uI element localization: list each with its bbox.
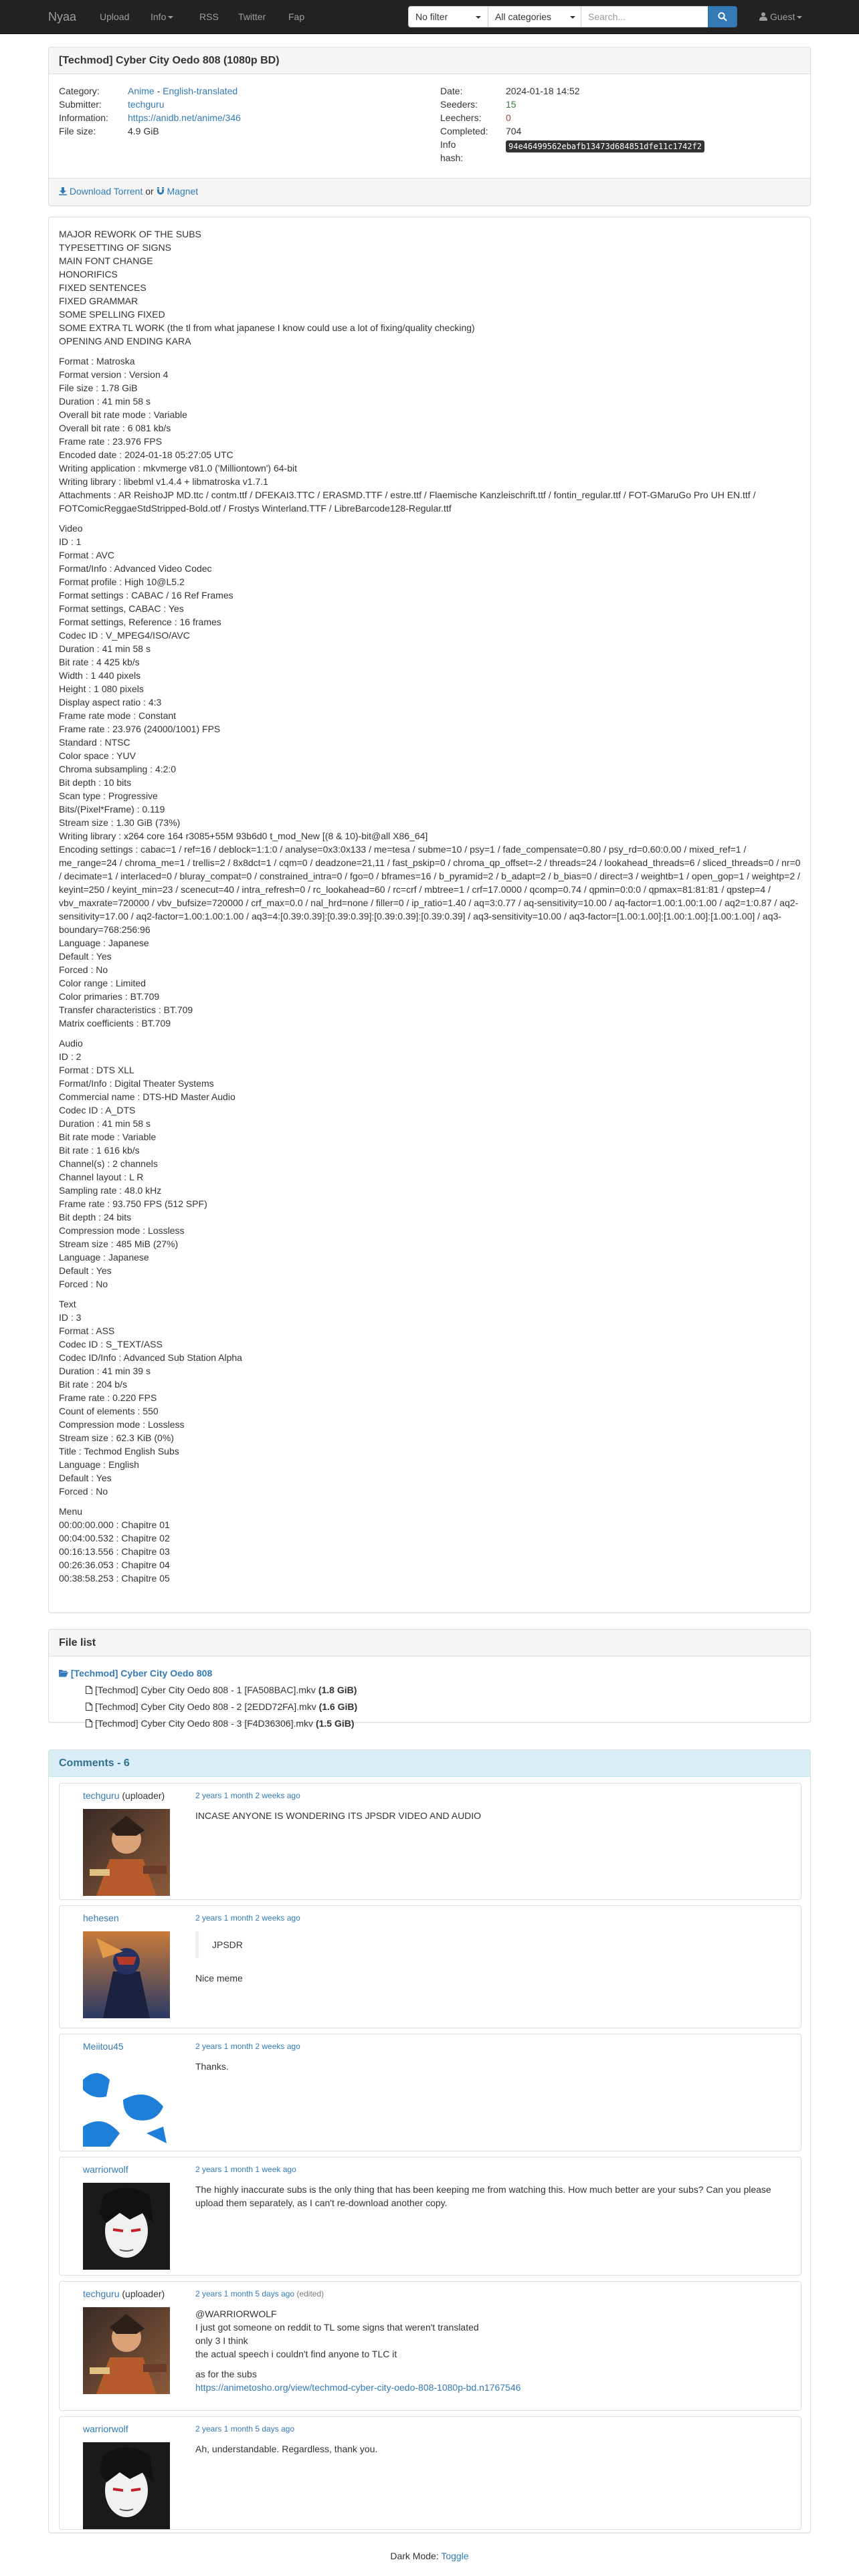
magnet-icon [157, 187, 165, 195]
submitter-label: Submitter: [59, 99, 102, 110]
seeders-value: 15 [506, 99, 516, 110]
information-label: Information: [59, 112, 108, 123]
comment-text: Nice meme [195, 1973, 243, 1983]
folder-name: [Techmod] Cyber City Oedo 808 [70, 1668, 213, 1679]
blue-shapes-avatar [83, 2060, 170, 2147]
guest-menu[interactable] [759, 0, 802, 34]
submitter-link[interactable]: techguru [128, 99, 165, 110]
torrent-panel-heading [49, 47, 810, 74]
comment-date [195, 2422, 294, 2436]
file-item [59, 1683, 801, 1700]
infohash-label-2: hash: [440, 152, 464, 163]
edited-marker: (edited) [296, 2289, 324, 2298]
comment-text: Thanks. [195, 2061, 229, 2072]
comment-paragraph [195, 1971, 791, 1985]
chevron-down-icon [570, 16, 575, 19]
completed-value: 704 [506, 126, 522, 136]
description-paragraph [59, 1297, 801, 1498]
or-text: or [142, 186, 157, 197]
description-line: Language : Japanese [59, 938, 149, 948]
description-line: Bit depth : 10 bits [59, 777, 132, 788]
filelist-title: File list [59, 1637, 96, 1648]
category-label: Category: [59, 86, 100, 96]
description-line: Chroma subsampling : 4:2:0 [59, 764, 177, 774]
comment-body [195, 2442, 791, 2462]
description-line: Format : DTS XLL [59, 1065, 134, 1075]
nav-twitter[interactable]: Twitter [238, 11, 266, 22]
torrent-title: [Techmod] Cyber City Oedo 808 (1080p BD) [59, 55, 280, 66]
description-line: Duration : 41 min 58 s [59, 396, 151, 407]
description-line: Codec ID : A_DTS [59, 1105, 136, 1115]
folder-open-icon [59, 1669, 68, 1677]
file-name: [Techmod] Cyber City Oedo 808 - 1 [FA508BAC].mkv [95, 1685, 316, 1695]
description-line: Default : Yes [59, 951, 112, 962]
description-line: Sampling rate : 48.0 kHz [59, 1185, 162, 1196]
file-size: (1.6 GiB) [318, 1701, 358, 1712]
description-line: Bit rate : 1 616 kb/s [59, 1145, 140, 1156]
description-panel [48, 217, 811, 1613]
description-line: Format/Info : Advanced Video Codec [59, 563, 212, 574]
dark-mode-label: Dark Mode: [390, 2551, 439, 2561]
date-value: 2024-01-18 14:52 [506, 86, 580, 96]
category-select-value: All categories [495, 11, 552, 22]
comment-permalink[interactable]: 2 years 1 month 5 days ago [195, 2289, 295, 2298]
folder-item[interactable] [59, 1667, 801, 1680]
magnet-label: Magnet [167, 186, 199, 197]
comment-date [195, 2287, 324, 2300]
description-line: Video [59, 523, 83, 534]
date-label: Date: [440, 86, 463, 96]
description-line: Frame rate : 0.220 FPS [59, 1392, 157, 1403]
description-line: Default : Yes [59, 1265, 112, 1276]
comment-text: the actual speech i couldn't find anyone to TLC it [195, 2349, 397, 2359]
description-line: MAIN FONT CHANGE [59, 255, 153, 266]
description-line: ID : 3 [59, 1312, 82, 1323]
comment-body [195, 2060, 791, 2080]
download-torrent-link[interactable] [59, 186, 142, 197]
description-line: File size : 1.78 GiB [59, 383, 138, 393]
description-line: FIXED SENTENCES [59, 282, 147, 293]
search-form [408, 6, 736, 27]
description-line: Language : Japanese [59, 1252, 149, 1263]
magnet-link[interactable] [157, 186, 199, 197]
description-line: Bit rate mode : Variable [59, 1132, 157, 1142]
description-line: Compression mode : Lossless [59, 1419, 185, 1430]
category-link-main[interactable]: Anime [128, 86, 155, 96]
description-line: Format profile : High 10@L5.2 [59, 576, 185, 587]
comment-username[interactable]: techguru [83, 1790, 120, 1801]
nav-rss[interactable]: RSS [199, 11, 219, 22]
description-line: Frame rate mode : Constant [59, 710, 177, 721]
download-torrent-label: Download Torrent [69, 186, 143, 197]
anime-avatar [83, 1809, 170, 1896]
description-line: Color range : Limited [59, 978, 146, 988]
description-paragraph [59, 522, 801, 1030]
guest-label: Guest [770, 11, 795, 22]
download-icon [59, 187, 67, 195]
comment-text: Ah, understandable. Regardless, thank you. [195, 2444, 378, 2454]
comment [59, 1905, 801, 2028]
description-line: Codec ID/Info : Advanced Sub Station Alpha [59, 1352, 242, 1363]
comment-paragraph [195, 2442, 791, 2456]
comment-permalink[interactable]: 2 years 1 month 5 days ago [195, 2424, 295, 2434]
description-line: Stream size : 1.30 GiB (73%) [59, 817, 181, 828]
description-line: Compression mode : Lossless [59, 1225, 185, 1236]
description-line: Format : AVC [59, 550, 114, 560]
comment-text: as for the subs [195, 2369, 257, 2379]
description-line: Frame rate : 23.976 FPS [59, 436, 163, 447]
comment-link[interactable]: https://animetosho.org/view/techmod-cyber-city-oedo-808-1080p-bd.n1767546 [195, 2382, 521, 2393]
comment-text: only 3 I think [195, 2335, 248, 2346]
user-icon [759, 12, 767, 21]
masked-avatar [83, 2183, 170, 2270]
description-paragraph [59, 354, 801, 515]
description-line: Matrix coefficients : BT.709 [59, 1018, 171, 1029]
description-line: Channel layout : L R [59, 1172, 144, 1182]
description-line: Bit rate : 4 425 kb/s [59, 657, 140, 667]
comment-user [83, 2422, 128, 2436]
comment [59, 2157, 801, 2276]
chevron-down-icon [797, 16, 802, 19]
comment [59, 2034, 801, 2151]
nav-info-label: Info [151, 11, 167, 22]
comment-permalink[interactable]: 2 years 1 month 2 weeks ago [195, 1791, 300, 1800]
description-line: Overall bit rate mode : Variable [59, 409, 187, 420]
footer [0, 2549, 859, 2563]
comments-panel [48, 1749, 811, 2533]
description-line: Menu [59, 1506, 83, 1517]
description-line: Format : Matroska [59, 356, 135, 366]
comment-body [195, 2183, 791, 2216]
armored-avatar [83, 1931, 170, 2018]
nav-fap[interactable]: Fap [288, 11, 305, 22]
nav-info[interactable] [151, 0, 173, 34]
comment-body [195, 1931, 791, 1992]
filter-select[interactable] [408, 6, 488, 27]
file-tree [59, 1667, 801, 1733]
filelist-heading [49, 1630, 810, 1656]
description-line: Duration : 41 min 58 s [59, 1118, 151, 1129]
comment-text: INCASE ANYONE IS WONDERING ITS JPSDR VIDEO AND AUDIO [195, 1810, 482, 1821]
nav-upload[interactable]: Upload [100, 11, 130, 22]
leechers-value: 0 [506, 112, 511, 123]
category-select[interactable] [488, 6, 581, 27]
description-line: Forced : No [59, 1279, 108, 1289]
description-line: Attachments : AR ReishoJP MD.ttc / contm.ttf / DFEKAI3.TTC / ERASMD.TTF / estre.ttf / Flaemische Kanzleischrift.ttf / fontin_regular.ttf / FOT-GMaruGo Pro UH EN.ttf / FOTComicReggaeStdStripped-Bold.otf / Frostys Winterland.TTF / LibreBarcode128-Regular.ttf [59, 490, 756, 514]
description-line: Codec ID : S_TEXT/ASS [59, 1339, 163, 1350]
description-line: Default : Yes [59, 1473, 112, 1483]
description-line: Codec ID : V_MPEG4/ISO/AVC [59, 630, 190, 641]
comment-user [83, 2287, 165, 2300]
description-line: Overall bit rate : 6 081 kb/s [59, 423, 171, 433]
uploader-badge: (uploader) [122, 1790, 165, 1801]
description-line: ID : 2 [59, 1051, 82, 1062]
description-line: Format version : Version 4 [59, 369, 169, 380]
comment-paragraph [195, 2060, 791, 2073]
description-line: OPENING AND ENDING KARA [59, 336, 191, 346]
comment-text: @WARRIORWOLF [195, 2309, 277, 2319]
comment-username[interactable]: Meiitou45 [83, 2041, 124, 2052]
description-line: TYPESETTING OF SIGNS [59, 242, 172, 253]
description-paragraph [59, 227, 801, 348]
description-line: 00:26:36.053 : Chapitre 04 [59, 1560, 170, 1570]
file-icon [86, 1719, 92, 1727]
comment-quote [195, 1931, 791, 1958]
description-line: Bit rate : 204 b/s [59, 1379, 127, 1390]
file-name: [Techmod] Cyber City Oedo 808 - 3 [F4D36306].mkv [95, 1718, 314, 1729]
description-paragraph [59, 1037, 801, 1291]
comment-date [195, 2040, 300, 2053]
comment [59, 1783, 801, 1900]
description-line: 00:04:00.532 : Chapitre 02 [59, 1533, 170, 1543]
file-size: (1.5 GiB) [315, 1718, 355, 1729]
comment-username[interactable]: hehesen [83, 1913, 119, 1923]
description-line: Stream size : 485 MiB (27%) [59, 1239, 179, 1249]
comment-paragraph [195, 2367, 791, 2394]
file-icon [86, 1686, 92, 1694]
description-line: ID : 1 [59, 536, 82, 547]
leechers-label: Leechers: [440, 112, 482, 123]
comments-heading[interactable] [49, 1750, 810, 1777]
description-line: Color primaries : BT.709 [59, 991, 160, 1002]
file-item [59, 1700, 801, 1717]
anime-avatar [83, 2307, 170, 2394]
description-line: Encoding settings : cabac=1 / ref=16 / deblock=1:1:0 / analyse=0x3:0x133 / me=tesa / subme=10 / psy=1 / fade_compensate=0.80 / psy_rd=0.60:0.00 / mixed_ref=1 / me_range=24 / chroma_me=1 / trellis=2 / 8x8dct=1 / cqm=0 / deadzone=21,11 / fast_pskip=0 / chroma_qp_offset=-2 / threads=24 / lookahead_threads=6 / sliced_threads=0 / nr=0 / decimate=1 / interlaced=0 / bluray_compat=0 / constrained_intra=0 / fgo=0 / bframes=16 / b_pyramid=2 / b_adapt=2 / b_bias=0 / direct=3 / weightb=1 / open_gop=1 / weightp=2 / keyint=250 / keyint_min=23 / scenecut=40 / intra_refresh=0 / rc_lookahead=60 / rc=crf / mbtree=1 / crf=17.0000 / qcomp=0.74 / qpmin=0:0:0 / qpmax=81:81:81 / qpstep=4 / vbv_maxrate=720000 / vbv_bufsize=720000 / crf_max=0.0 / nal_hrd=none / filler=0 / ip_ratio=1.40 / aq=3:0.77 / aq-sensitivity=10.00 / aq-factor=1.00:1.00:1.00 / aq2=1:0.87 / aq2-sensitivity=17.00 / aq2-factor=1.00:1.00:1.00 / aq3=4:[0.39:0.39]:[0.39:0.39]:[0.39:0.39]:[0.39:0.39] / aq3-sensitivity=10.00 / aq3-factor=[1.00:1.00]:[1.00:1.00]:[1.00:1.00] / aq3-boundary=768:256:96 [59, 844, 801, 935]
search-icon [718, 12, 727, 21]
comment-user [83, 2040, 124, 2053]
description-line: 00:00:00.000 : Chapitre 01 [59, 1519, 170, 1530]
torrent-panel [48, 47, 811, 206]
description-line: Format settings, Reference : 16 frames [59, 617, 221, 627]
comment-username[interactable]: warriorwolf [83, 2424, 128, 2434]
file-item [59, 1717, 801, 1733]
description-line: Encoded date : 2024-01-18 05:27:05 UTC [59, 449, 233, 460]
description-line: Width : 1 440 pixels [59, 670, 141, 681]
comment-text: The highly inaccurate subs is the only thing that has been keeping me from watching this. How much better are your subs? Can you please upload them separately, as I can't re-download another copy. [195, 2184, 771, 2208]
torrent-panel-footer [49, 178, 810, 205]
comment-username[interactable]: techguru [83, 2288, 120, 2299]
file-icon [86, 1703, 92, 1711]
description-line: Forced : No [59, 964, 108, 975]
description-line: Transfer characteristics : BT.709 [59, 1004, 193, 1015]
chevron-down-icon [168, 16, 173, 19]
description-line: Text [59, 1299, 76, 1309]
comment-user [83, 1789, 165, 1802]
description-line: Audio [59, 1038, 83, 1049]
quote-text: JPSDR [212, 1939, 243, 1950]
comment-date [195, 1911, 300, 1925]
description-line: Writing library : x264 core 164 r3085+55M 93b6d0 t_mod_New [(8 & 10)-bit@all X86_64] [59, 831, 428, 841]
file-name: [Techmod] Cyber City Oedo 808 - 2 [2EDD72FA].mkv [95, 1701, 316, 1712]
description-line: 00:38:58.253 : Chapitre 05 [59, 1573, 170, 1584]
category-separator: - [154, 86, 163, 96]
description-line: Commercial name : DTS-HD Master Audio [59, 1091, 235, 1102]
description-line: Display aspect ratio : 4:3 [59, 697, 162, 708]
comment-text: I just got someone on reddit to TL some signs that weren't translated [195, 2322, 479, 2333]
completed-label: Completed: [440, 126, 488, 136]
comment-date [195, 1789, 300, 1802]
search-button[interactable] [708, 6, 737, 27]
seeders-label: Seeders: [440, 99, 478, 110]
description-line: Frame rate : 23.976 (24000/1001) FPS [59, 724, 221, 734]
comment-permalink[interactable]: 2 years 1 month 2 weeks ago [195, 2042, 300, 2051]
description-line: MAJOR REWORK OF THE SUBS [59, 229, 201, 239]
description-line: Language : English [59, 1459, 139, 1470]
description-line: Forced : No [59, 1486, 108, 1497]
torrent-description [59, 227, 801, 1592]
chevron-down-icon [476, 16, 481, 19]
comment [59, 2281, 801, 2411]
description-line: Bits/(Pixel*Frame) : 0.119 [59, 804, 165, 815]
comment-date [195, 2163, 296, 2176]
description-line: Writing application : mkvmerge v81.0 ('Milliontown') 64-bit [59, 463, 298, 473]
comment-paragraph [195, 2183, 791, 2210]
navbar [0, 0, 859, 34]
category-link-sub[interactable]: English-translated [163, 86, 238, 96]
description-line: Channel(s) : 2 channels [59, 1158, 158, 1169]
description-line: 00:16:13.556 : Chapitre 03 [59, 1546, 170, 1557]
description-line: Scan type : Progressive [59, 790, 158, 801]
description-line: Format settings, CABAC : Yes [59, 603, 184, 614]
description-paragraph [59, 1505, 801, 1585]
information-link[interactable]: https://anidb.net/anime/346 [128, 112, 241, 123]
description-line: SOME SPELLING FIXED [59, 309, 165, 320]
comment [59, 2416, 801, 2530]
description-line: HONORIFICS [59, 269, 118, 280]
comment-permalink[interactable]: 2 years 1 month 1 week ago [195, 2165, 296, 2174]
description-line: Frame rate : 93.750 FPS (512 SPF) [59, 1198, 207, 1209]
description-line: Duration : 41 min 58 s [59, 643, 151, 654]
filelist-panel [48, 1629, 811, 1729]
infohash-value: 94e46499562ebafb13473d684851dfe11c1742f2 [506, 140, 704, 152]
description-line: SOME EXTRA TL WORK (the tl from what japanese I know could use a lot of fixing/quality checking) [59, 322, 475, 333]
comment-body [195, 2307, 791, 2394]
masked-avatar [83, 2442, 170, 2529]
comments-title: Comments - 6 [59, 1757, 130, 1769]
description-line: Standard : NTSC [59, 737, 130, 748]
comment-body [195, 1809, 791, 1829]
description-line: Bit depth : 24 bits [59, 1212, 132, 1222]
description-line: Format settings : CABAC / 16 Ref Frames [59, 590, 233, 601]
file-size: (1.8 GiB) [318, 1685, 357, 1695]
comment-paragraph [195, 1809, 791, 1822]
comment-username[interactable]: warriorwolf [83, 2164, 128, 2175]
description-line: Writing library : libebml v1.4.4 + libmatroska v1.7.1 [59, 476, 268, 487]
search-input[interactable]: Search... [581, 6, 715, 27]
comment-permalink[interactable]: 2 years 1 month 2 weeks ago [195, 1913, 300, 1923]
description-line: Height : 1 080 pixels [59, 683, 144, 694]
comment-user [83, 2163, 128, 2176]
description-line: Format : ASS [59, 1325, 115, 1336]
description-line: Duration : 41 min 39 s [59, 1366, 151, 1376]
infohash-label: Info [440, 139, 456, 150]
description-line: Color space : YUV [59, 750, 136, 761]
description-line: Stream size : 62.3 KiB (0%) [59, 1432, 174, 1443]
uploader-badge: (uploader) [122, 2288, 165, 2299]
comment-user [83, 1911, 119, 1925]
description-line: Format/Info : Digital Theater Systems [59, 1078, 214, 1089]
filesize-label: File size: [59, 126, 96, 136]
filesize-value: 4.9 GiB [128, 126, 159, 136]
filter-select-value: No filter [415, 11, 448, 22]
dark-mode-toggle[interactable]: Toggle [441, 2551, 469, 2561]
description-line: Count of elements : 550 [59, 1406, 159, 1416]
description-line: FIXED GRAMMAR [59, 296, 138, 306]
description-line: Title : Techmod English Subs [59, 1446, 179, 1457]
comment-paragraph [195, 2307, 791, 2361]
brand-logo[interactable]: Nyaa [48, 10, 77, 23]
